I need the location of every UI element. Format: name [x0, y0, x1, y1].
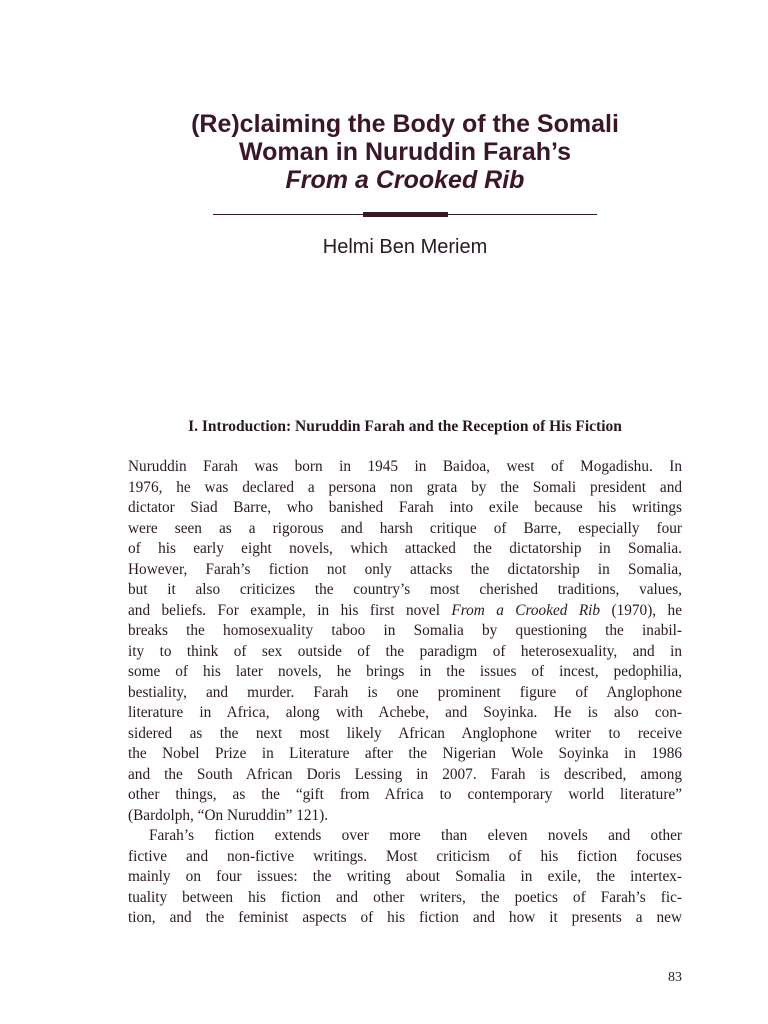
body-line: mainly on four issues: the writing about Somalia in exile, the intertex-: [128, 868, 682, 885]
novel-title-italic: From a Crooked Rib: [451, 601, 601, 619]
body-line-with-italic-title: [128, 601, 682, 622]
article-title: [100, 110, 710, 194]
body-line: dictator Siad Barre, who banished Farah into exile because his writings: [128, 499, 682, 516]
body-line: the Nobel Prize in Literature after the Nigerian Wole Soyinka in 1986: [128, 745, 682, 762]
title-line-1: (Re)claiming the Body of the Somali: [191, 110, 619, 138]
title-line-3: From a Crooked Rib: [285, 166, 525, 194]
page-number: 83: [668, 970, 682, 985]
body-text-fragment: and beliefs. For example, in his first novel: [128, 601, 452, 619]
body-line: other things, as the “gift from Africa to contemporary world literature”: [128, 786, 682, 803]
body-line: tuality between his fiction and other writers, the poetics of Farah’s fic-: [128, 888, 682, 906]
body-line: of his early eight novels, which attacked the dictatorship in Somalia.: [128, 540, 682, 557]
title-divider-accent: [363, 212, 448, 217]
title-line-2: Woman in Nuruddin Farah’s: [239, 138, 571, 166]
body-line: tion, and the feminist aspects of his fiction and how it presents a new: [128, 909, 682, 926]
body-line: some of his later novels, he brings in the issues of incest, pedophilia,: [128, 663, 682, 680]
body-text: [128, 457, 682, 929]
body-line: ity to think of sex outside of the paradigm of heterosexuality, and in: [128, 642, 682, 660]
body-line: (Bardolph, “On Nuruddin” 121).: [128, 806, 329, 824]
body-line: and the South African Doris Lessing in 2007. Farah is described, among: [128, 765, 682, 783]
body-line: Farah’s fiction extends over more than eleven novels and other: [149, 827, 682, 844]
body-line: 1976, he was declared a persona non grata by the Somali president and: [128, 478, 682, 496]
body-line: However, Farah’s fiction not only attacks the dictatorship in Somalia,: [128, 560, 682, 578]
author-name: Helmi Ben Meriem: [322, 236, 488, 258]
body-text-fragment: (1970), he: [600, 601, 682, 619]
body-line: bestiality, and murder. Farah is one prominent figure of Anglophone: [128, 683, 682, 701]
body-line: literature in Africa, along with Achebe, and Soyinka. He is also con-: [128, 704, 682, 721]
body-line: but it also criticizes the country’s most cherished traditions, values,: [128, 581, 682, 598]
body-line: breaks the homosexuality taboo in Somalia by questioning the inabil-: [128, 622, 682, 639]
body-line: sidered as the next most likely African Anglophone writer to receive: [128, 724, 682, 742]
body-line: fictive and non-fictive writings. Most criticism of his fiction focuses: [128, 847, 682, 865]
body-line: Nuruddin Farah was born in 1945 in Baidoa, west of Mogadishu. In: [128, 458, 682, 475]
body-line: were seen as a rigorous and harsh critique of Barre, especially four: [128, 519, 682, 537]
section-heading: I. Introduction: Nuruddin Farah and the Reception of His Fiction: [188, 418, 622, 435]
